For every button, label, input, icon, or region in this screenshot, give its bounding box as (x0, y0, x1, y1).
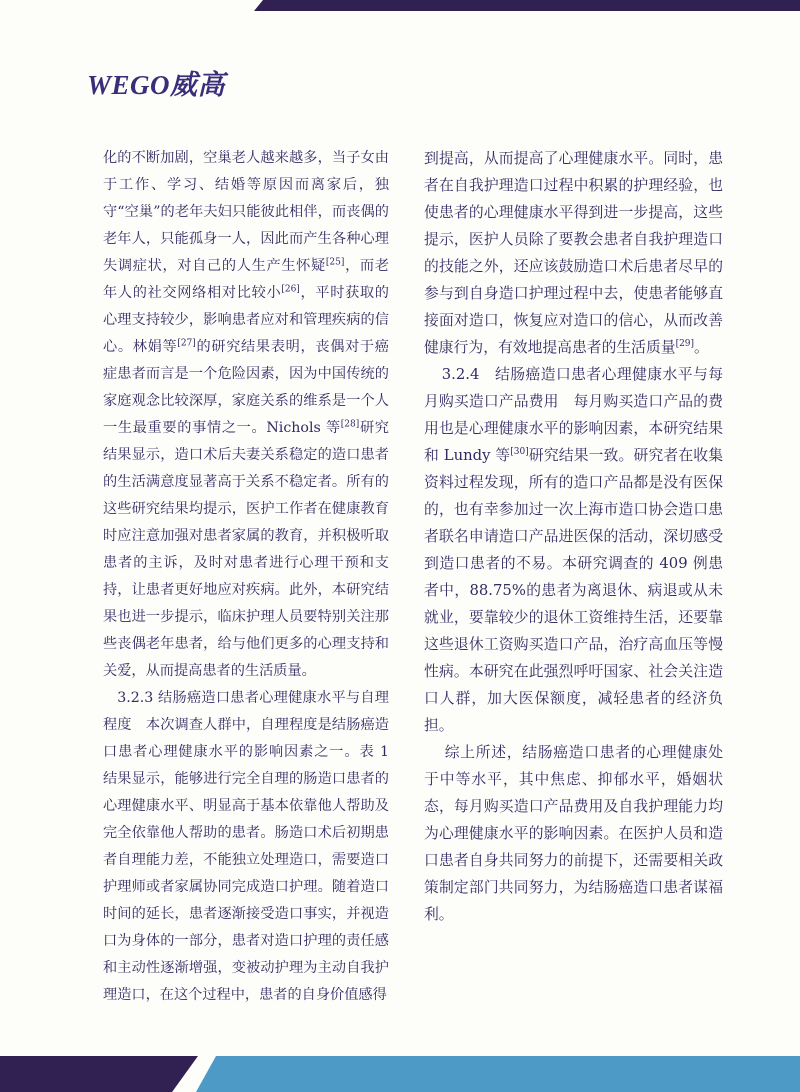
citation-ref: [29] (675, 339, 695, 350)
text-run: 3.2.3 结肠癌造口患者心理健康水平与自理程度 本次调查人群中，自理程度是结肠癌造口患者心理健康水平的影响因素之一。表 1 结果显示，能够进行完全自理的肠造口患者的心理健康水平、明显高于基本依靠他人帮助及完全依靠他人帮助的患者。肠造口术后初期患者自理能力差，不能独立处理造口，需要造口护理师或者家属协同完成造口护理。随着造口时间的延长，患者逐渐接受造口事实，并视造口为身体的一部分，患者对造口护理的责任感和主动性逐渐增强，变被动护理为主动自我护理造口，在这个过程中，患者的自身价值感得 (103, 690, 389, 1003)
text-run: 。 (694, 339, 709, 356)
paragraph (103, 685, 389, 1009)
text-run: 3.2.4 结肠癌造口患者心理健康水平与每月购买造口产品费用 每月购买造口产品的费用也是心理健康水平的影响因素，本研究结果和 Lundy 等 (424, 366, 723, 464)
paragraph (424, 145, 723, 361)
paragraph (103, 145, 389, 685)
text-run: 研究结果显示，造口术后夫妻关系稳定的造口患者的生活满意度显著高于关系不稳定者。所有的这些研究结果均提示，医护工作者在健康教育时应注意加强对患者家属的教育，并积极听取患者的主诉，及时对患者进行心理干预和支持，让患者更好地应对疾病。此外，本研究结果也进一步提示，临床护理人员要特别关注那些丧偶老年患者，给与他们更多的心理支持和关爱，从而提高患者的生活质量。 (103, 420, 389, 679)
text-run: 综上所述，结肠癌造口患者的心理健康处于中等水平，其中焦虑、抑郁水平，婚姻状态，每月购买造口产品费用及自我护理能力均为心理健康水平的影响因素。在医护人员和造口患者自身共同努力的前提下，还需要相关政策制定部门共同努力，为结肠癌造口患者谋福利。 (424, 744, 723, 923)
citation-ref: [28] (340, 419, 360, 430)
article-column-right (424, 145, 723, 1030)
citation-ref: [30] (510, 447, 529, 458)
text-run: 研究结果一致。研究者在收集资料过程发现，所有的造口产品都是没有医保的，也有幸参加过一次上海市造口协会造口患者联名申请造口产品进医保的活动，深切感受到造口患者的不易。本研究调查的 409 例患者中，88.75%的患者为离退休、病退或从未就业，要靠较少的退休工资维持生活，还要靠这些退休工资购买造口产品，治疗高血压等慢性病。本研究在此强烈呼吁国家、社会关注造口人群，加大医保额度，减轻患者的经济负担。 (424, 447, 723, 734)
footer-accent-blue-bar (196, 1056, 800, 1092)
paragraph (424, 361, 723, 739)
text-run: 的研究结果表明，丧偶对于癌症患者而言是一个危险因素，因为中国传统的家庭观念比较深厚，家庭关系的维系是一个人一生最重要的事情之一。Nichols 等 (103, 339, 389, 436)
text-run: ，平时获取的心理支持较少，影响患者应对和管理疾病的信心。林娟等 (103, 285, 389, 355)
citation-ref: [27] (177, 338, 196, 349)
header-accent-bar (254, 0, 800, 11)
citation-ref: [26] (281, 284, 300, 295)
article-column-left (103, 145, 389, 1030)
paragraph (424, 739, 723, 928)
footer-accent-dark-bar (0, 1056, 198, 1092)
text-run: 到提高，从而提高了心理健康水平。同时，患者在自我护理造口过程中积累的护理经验，也使患者的心理健康水平得到进一步提高，这些提示，医护人员除了要教会患者自我护理造口的技能之外，还应该鼓励造口术后患者尽早的参与到自身造口护理过程中去，使患者能够直接面对造口，恢复应对造口的信心，从而改善健康行为，有效地提高患者的生活质量 (424, 150, 723, 356)
citation-ref: [25] (325, 257, 345, 268)
text-run: 化的不断加剧，空巢老人越来越多，当子女由于工作、学习、结婚等原因而离家后，独守“空巢”的老年夫妇只能彼此相伴，而丧偶的老年人，只能孤身一人，因此而产生各种心理失调症状，对自己的人生产生怀疑 (103, 150, 389, 274)
wego-logo: WEGO威高 (87, 69, 226, 101)
text-run: ，而老年人的社交网络相对比较小 (103, 258, 389, 301)
